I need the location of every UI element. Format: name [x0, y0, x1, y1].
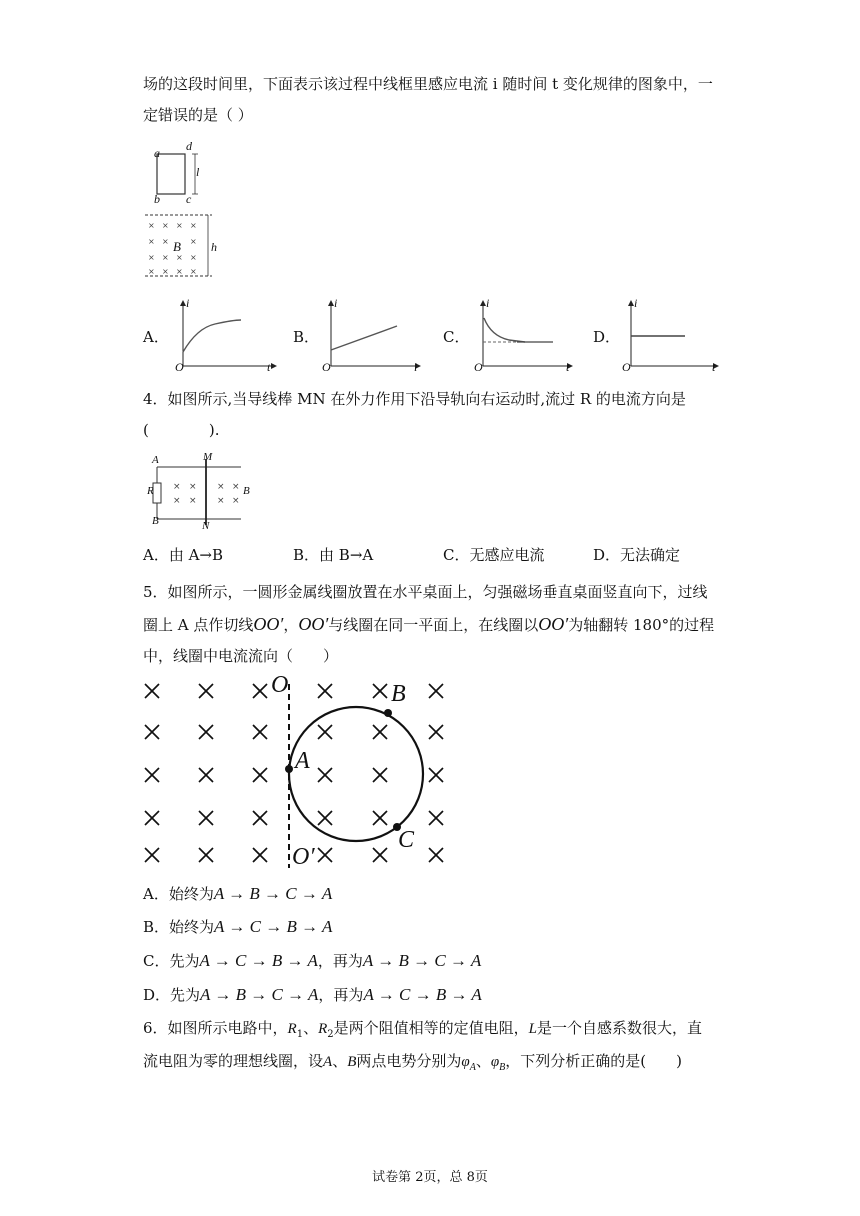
- svg-text:×: ×: [173, 496, 181, 506]
- label-B-bottom: B: [152, 515, 159, 527]
- q3-option-d-label[interactable]: D．: [593, 328, 621, 346]
- q5-option-a[interactable]: A．始终为A → B → C → A: [143, 884, 333, 903]
- q4-option-c[interactable]: C．无感应电流: [443, 546, 545, 564]
- q6-text-line2: 流电阻为零的理想线圈，设A、B两点电势分别为$\varphi_A$、$\varphi_B$，下列分析正确的是( ): [143, 1052, 682, 1073]
- svg-text:×: ×: [148, 237, 155, 246]
- q3-b-o: O: [322, 360, 331, 374]
- svg-text:×: ×: [189, 482, 197, 492]
- q4-text-line2: ( ).: [143, 421, 220, 439]
- q3-option-b-label[interactable]: B．: [293, 328, 320, 346]
- svg-text:×: ×: [148, 253, 155, 262]
- q3-option-c-label[interactable]: C．: [443, 328, 470, 346]
- label-a: a: [154, 146, 160, 160]
- label-O: O: [271, 672, 289, 698]
- q5-option-b[interactable]: B．始终为A → C → B → A: [143, 917, 333, 936]
- label-A: A: [152, 454, 159, 466]
- q3-c-o: O: [474, 360, 483, 374]
- label-B-field: B: [243, 485, 250, 497]
- svg-text:×: ×: [190, 267, 197, 276]
- svg-text:×: ×: [190, 253, 197, 262]
- resistor-R: [153, 483, 161, 503]
- q3-text-line2: 定错误的是（ ）: [143, 106, 253, 124]
- q3-text-line1: 场的这段时间里，下面表示该过程中线框里感应电流 i 随时间 t 变化规律的图象中，一: [143, 75, 713, 93]
- svg-text:×: ×: [162, 267, 169, 276]
- svg-text:×: ×: [173, 482, 181, 492]
- svg-text:×: ×: [148, 221, 155, 230]
- svg-text:×: ×: [176, 221, 183, 230]
- q3-c-t: t: [566, 360, 570, 374]
- svg-text:×: ×: [232, 482, 240, 492]
- q3-a-o: O: [175, 360, 184, 374]
- svg-text:×: ×: [162, 237, 169, 246]
- q5-text-line2: 圈上 A 点作切线OO′，OO′与线圈在同一平面上，在线圈以OO′为轴翻转 180°的过程: [143, 614, 715, 634]
- label-C: C: [398, 827, 415, 853]
- q4-rail-circuit-figure: [143, 455, 258, 535]
- svg-text:×: ×: [189, 496, 197, 506]
- q3-d-i: i: [634, 296, 638, 310]
- q3-a-t: t: [267, 360, 271, 374]
- q3-option-d-graph[interactable]: [623, 300, 723, 372]
- q3-frame-field-figure: [140, 140, 230, 285]
- svg-text:×: ×: [217, 496, 225, 506]
- q3-option-b-graph[interactable]: [323, 300, 423, 372]
- point-A: [285, 765, 293, 773]
- label-B: B: [391, 681, 406, 707]
- label-B-field: B: [173, 239, 181, 254]
- svg-text:×: ×: [190, 221, 197, 230]
- q3-option-a-label[interactable]: A．: [143, 328, 169, 346]
- q6-text-line1: 6．如图所示电路中，$R_1$、$R_2$是两个阻值相等的定值电阻，L是一个自感系数很大，直: [143, 1019, 703, 1040]
- label-O-prime: O′: [292, 844, 315, 870]
- line-linear-rise: [331, 326, 397, 350]
- svg-text:×: ×: [190, 237, 197, 246]
- svg-text:×: ×: [217, 482, 225, 492]
- curve-concave-rise: [183, 320, 241, 352]
- q3-c-i: i: [486, 296, 490, 310]
- label-l: l: [196, 165, 200, 179]
- label-A: A: [295, 748, 310, 774]
- svg-text:×: ×: [176, 253, 183, 262]
- label-c: c: [186, 192, 192, 206]
- q4-text-line1: 4．如图所示,当导线棒 MN 在外力作用下沿导轨向右运动时,流过 R 的电流方向是: [143, 390, 686, 408]
- q5-text-line1: 5．如图所示，一圆形金属线圈放置在水平桌面上，匀强磁场垂直桌面竖直向下，过线: [143, 583, 708, 601]
- label-M: M: [203, 451, 213, 463]
- q3-option-c-graph[interactable]: [475, 300, 575, 372]
- coil-frame: [157, 154, 185, 194]
- q3-b-t: i: [414, 360, 418, 374]
- q5-option-d[interactable]: D．先为A → B → C → A，再为A → C → B → A: [143, 985, 482, 1004]
- page-footer: 试卷第 2页，总 8页: [372, 1170, 488, 1185]
- point-B: [384, 709, 392, 717]
- svg-text:×: ×: [176, 267, 183, 276]
- svg-text:×: ×: [162, 253, 169, 262]
- q3-option-a-graph[interactable]: [175, 300, 275, 372]
- label-N: N: [202, 520, 210, 532]
- curve-decay: [484, 318, 525, 342]
- label-R: R: [147, 485, 154, 497]
- q5-text-line3: 中，线圈中电流流向（ ）: [143, 647, 339, 665]
- q3-b-i: i: [334, 296, 338, 310]
- label-d: d: [186, 139, 192, 153]
- svg-text:×: ×: [162, 221, 169, 230]
- svg-text:×: ×: [232, 496, 240, 506]
- label-b: b: [154, 192, 160, 206]
- q4-option-b[interactable]: B．由 B→A: [293, 546, 374, 564]
- q3-d-t: t: [712, 360, 716, 374]
- q4-option-a[interactable]: A．由 A→B: [143, 546, 224, 564]
- q4-option-d[interactable]: D．无法确定: [593, 546, 681, 564]
- q3-d-o: O: [622, 360, 631, 374]
- svg-text:×: ×: [148, 267, 155, 276]
- label-h: h: [211, 240, 217, 254]
- q3-a-i: i: [186, 296, 190, 310]
- q5-option-c[interactable]: C．先为A → C → B → A，再为A → B → C → A: [143, 951, 482, 970]
